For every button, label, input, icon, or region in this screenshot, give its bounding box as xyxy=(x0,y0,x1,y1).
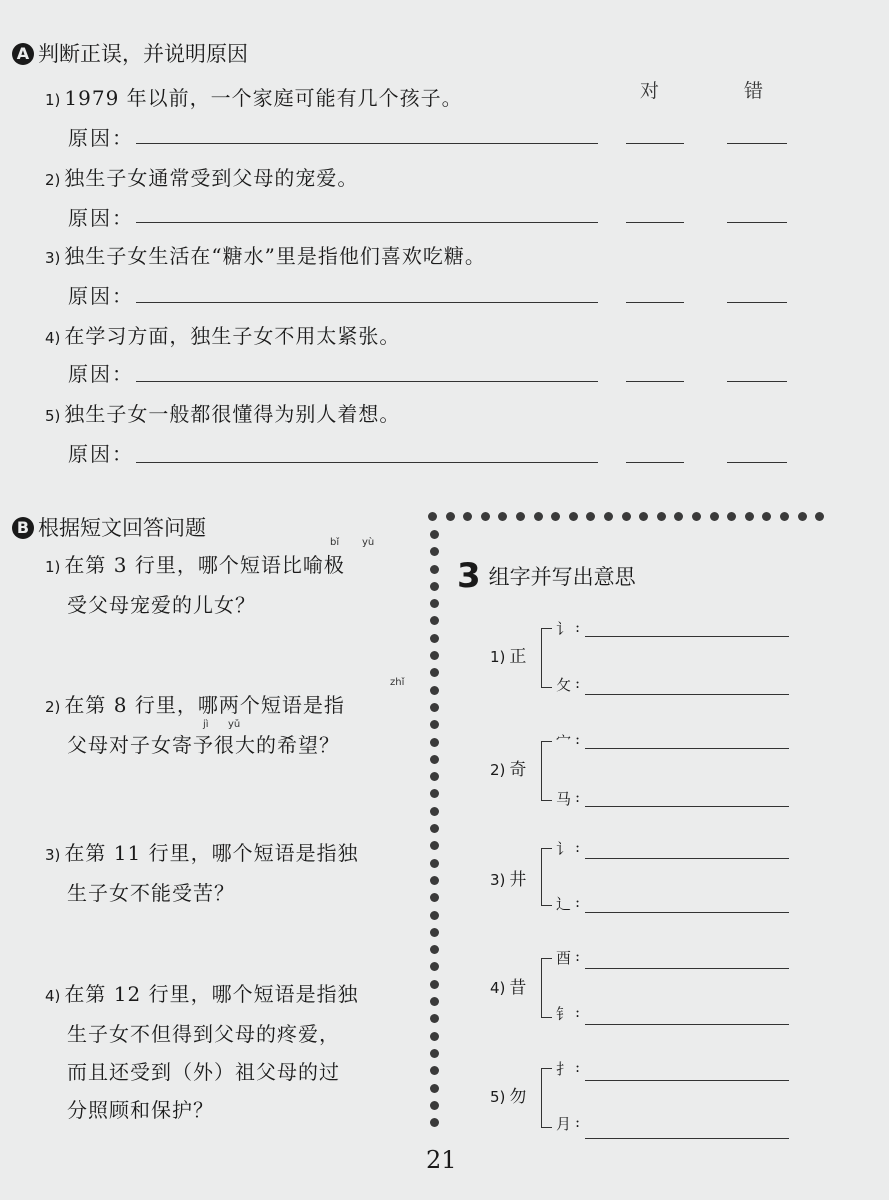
border-dot xyxy=(430,599,439,608)
border-dot xyxy=(430,928,439,937)
border-dot xyxy=(534,512,543,521)
false-answer-blank-5[interactable] xyxy=(727,462,787,463)
short-answer-question-2: 2) 在第 8 行里，哪两个短语是指 父母对子女寄予很大的希望？ xyxy=(45,693,345,757)
border-dot xyxy=(430,651,439,660)
compose-answer-line-2a[interactable] xyxy=(585,748,789,749)
border-dot xyxy=(430,1101,439,1110)
reason-answer-line-2[interactable] xyxy=(136,222,598,223)
section-b-title: 根据短文回答问题 xyxy=(38,516,206,540)
base-character-2: 2) 奇 xyxy=(490,760,527,780)
column-false-label: 错 xyxy=(744,80,764,102)
section-a-badge: A xyxy=(12,43,34,65)
radical-1-top: 讠 xyxy=(556,620,572,638)
short-answer-question-3: 3) 在第 11 行里，哪个短语是指独 生子女不能受苦？ xyxy=(45,841,359,905)
compose-answer-line-1a[interactable] xyxy=(585,636,789,637)
border-dot xyxy=(430,1049,439,1058)
compose-answer-line-5a[interactable] xyxy=(585,1080,789,1081)
border-dot xyxy=(569,512,578,521)
border-dot xyxy=(780,512,789,521)
column-true-label: 对 xyxy=(640,80,660,102)
border-dot xyxy=(430,997,439,1006)
compose-answer-line-1b[interactable] xyxy=(585,694,789,695)
compose-answer-line-5b[interactable] xyxy=(585,1138,789,1139)
reason-label: 原因： xyxy=(68,284,134,308)
true-false-question-4: 4) 在学习方面，独生子女不用太紧张。 xyxy=(45,324,401,348)
border-dot xyxy=(430,547,439,556)
border-dot xyxy=(430,668,439,677)
pinyin-annotation: bǐ xyxy=(330,537,340,548)
true-false-question-2: 2) 独生子女通常受到父母的宠爱。 xyxy=(45,166,359,190)
page-number: 21 xyxy=(426,1146,457,1174)
true-answer-blank-5[interactable] xyxy=(626,462,684,463)
border-dot xyxy=(430,1066,439,1075)
border-dot xyxy=(430,565,439,574)
border-dot xyxy=(430,686,439,695)
border-dot xyxy=(586,512,595,521)
pinyin-annotation: zhǐ xyxy=(390,677,405,688)
section-3-heading xyxy=(457,556,636,596)
border-dot xyxy=(516,512,525,521)
false-answer-blank-3[interactable] xyxy=(727,302,787,303)
reason-label: 原因： xyxy=(68,126,134,150)
true-answer-blank-2[interactable] xyxy=(626,222,684,223)
border-dot xyxy=(815,512,824,521)
false-answer-blank-1[interactable] xyxy=(727,143,787,144)
short-answer-question-4: 4) 在第 12 行里，哪个短语是指独 生子女不但得到父母的疼爱， 而且还受到（外）祖父母的过 分照顾和保护？ xyxy=(45,982,359,1122)
radical-5-bottom: 月 xyxy=(556,1115,572,1133)
border-dot xyxy=(430,582,439,591)
compose-answer-line-3a[interactable] xyxy=(585,858,789,859)
border-dot xyxy=(430,530,439,539)
border-dot xyxy=(798,512,807,521)
border-dot xyxy=(430,1014,439,1023)
compose-answer-line-2b[interactable] xyxy=(585,806,789,807)
radical-5-top: 扌 xyxy=(556,1060,572,1078)
compose-answer-line-3b[interactable] xyxy=(585,912,789,913)
border-dot xyxy=(430,876,439,885)
reason-label: 原因： xyxy=(68,442,134,466)
true-false-question-3: 3) 独生子女生活在“糖水”里是指他们喜欢吃糖。 xyxy=(45,244,486,268)
true-answer-blank-3[interactable] xyxy=(626,302,684,303)
true-answer-blank-4[interactable] xyxy=(626,381,684,382)
pinyin-annotation: yǔ xyxy=(228,719,241,730)
reason-answer-line-1[interactable] xyxy=(136,143,598,144)
border-dot xyxy=(674,512,683,521)
brace xyxy=(541,848,552,906)
border-dot xyxy=(430,1084,439,1093)
brace xyxy=(541,958,552,1018)
border-dot xyxy=(430,841,439,850)
border-dot xyxy=(430,772,439,781)
radical-2-top: 宀 xyxy=(556,732,572,750)
border-dot xyxy=(430,980,439,989)
radical-3-top: 讠 xyxy=(556,840,572,858)
border-dot xyxy=(430,1118,439,1127)
true-answer-blank-1[interactable] xyxy=(626,143,684,144)
section-a-heading xyxy=(12,38,248,68)
base-character-1: 1) 正 xyxy=(490,647,527,667)
border-dot xyxy=(639,512,648,521)
radical-1-bottom: 攵 xyxy=(556,676,572,694)
reason-answer-line-5[interactable] xyxy=(136,462,598,463)
section-3-number: 3 xyxy=(457,556,481,596)
radical-4-top: 酉 xyxy=(556,949,572,967)
base-character-4: 4) 昔 xyxy=(490,978,527,998)
border-dot xyxy=(430,634,439,643)
border-dot xyxy=(430,616,439,625)
brace xyxy=(541,1068,552,1128)
reason-label: 原因： xyxy=(68,362,134,386)
border-dot xyxy=(430,720,439,729)
reason-answer-line-4[interactable] xyxy=(136,381,598,382)
border-dot xyxy=(498,512,507,521)
border-dot xyxy=(551,512,560,521)
border-dot xyxy=(430,945,439,954)
border-dot xyxy=(604,512,613,521)
border-dot xyxy=(657,512,666,521)
reason-answer-line-3[interactable] xyxy=(136,302,598,303)
border-dot xyxy=(710,512,719,521)
pinyin-annotation: yù xyxy=(362,537,375,548)
border-dot xyxy=(430,738,439,747)
short-answer-question-1: 1) 在第 3 行里，哪个短语比喻极 受父母宠爱的儿女？ xyxy=(45,553,345,617)
section-3-title: 组字并写出意思 xyxy=(488,565,636,589)
true-false-question-1: 1) 1979 年以前，一个家庭可能有几个孩子。 xyxy=(45,86,463,110)
border-dot xyxy=(762,512,771,521)
radical-2-bottom: 马 xyxy=(556,790,572,808)
compose-answer-line-4a[interactable] xyxy=(585,968,789,969)
false-answer-blank-2[interactable] xyxy=(727,222,787,223)
border-dot xyxy=(430,824,439,833)
border-dot xyxy=(430,962,439,971)
false-answer-blank-4[interactable] xyxy=(727,381,787,382)
compose-answer-line-4b[interactable] xyxy=(585,1024,789,1025)
border-dot xyxy=(430,807,439,816)
brace xyxy=(541,628,552,688)
border-dot xyxy=(481,512,490,521)
border-dot xyxy=(430,755,439,764)
border-dot xyxy=(727,512,736,521)
base-character-3: 3) 井 xyxy=(490,870,527,890)
section-a-title: 判断正误，并说明原因 xyxy=(38,42,248,66)
radical-4-bottom: 钅 xyxy=(556,1005,572,1023)
reason-label: 原因： xyxy=(68,206,134,230)
section-b-badge: B xyxy=(12,517,34,539)
border-dot xyxy=(430,893,439,902)
brace xyxy=(541,741,552,801)
border-dot xyxy=(463,512,472,521)
border-dot xyxy=(622,512,631,521)
border-dot xyxy=(446,512,455,521)
pinyin-annotation: jì xyxy=(203,719,209,730)
border-dot xyxy=(430,1032,439,1041)
border-dot xyxy=(430,859,439,868)
radical-3-bottom: 辶 xyxy=(556,895,572,913)
border-dot xyxy=(745,512,754,521)
border-dot xyxy=(430,911,439,920)
border-dot xyxy=(430,789,439,798)
border-dot xyxy=(692,512,701,521)
section-b-heading xyxy=(12,512,206,542)
border-dot xyxy=(428,512,437,521)
true-false-question-5: 5) 独生子女一般都很懂得为别人着想。 xyxy=(45,402,401,426)
border-dot xyxy=(430,703,439,712)
base-character-5: 5) 勿 xyxy=(490,1087,527,1107)
